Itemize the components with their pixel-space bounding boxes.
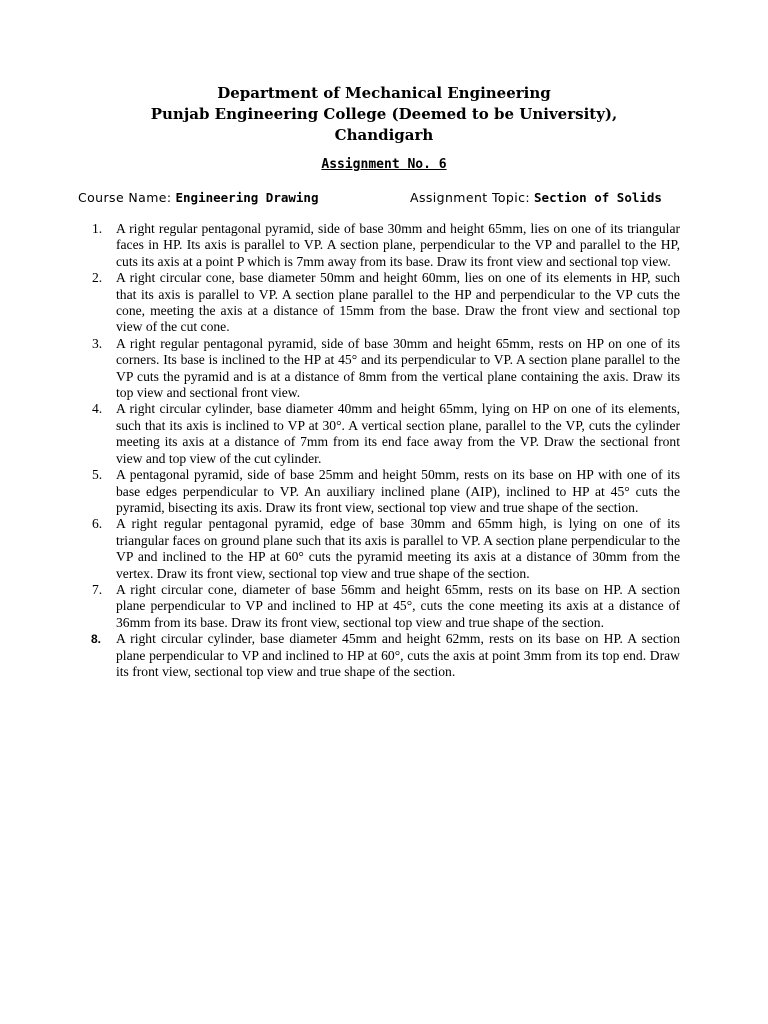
question-number: 8. bbox=[91, 632, 102, 647]
department-title: Department of Mechanical Engineering bbox=[217, 84, 551, 102]
assignment-topic-label: Assignment Topic: bbox=[410, 190, 531, 205]
course-name-row bbox=[78, 190, 319, 205]
question-number: 4. bbox=[92, 401, 103, 417]
assignment-topic-value: Section of Solids bbox=[534, 190, 662, 205]
question-item bbox=[80, 336, 680, 402]
question-number: 1. bbox=[92, 221, 103, 236]
question-text: A right circular cylinder, base diameter 45mm and height 62mm, rests on its base on HP. A section plane perpendicular to VP and inclined to HP at 60°, cuts the axis at point 3mm from its top end. Draw its front view, sectional top view and true shape of the section. bbox=[116, 631, 680, 679]
question-item bbox=[80, 401, 680, 467]
question-item bbox=[80, 516, 680, 582]
course-name-value: Engineering Drawing bbox=[175, 190, 319, 205]
question-text: A pentagonal pyramid, side of base 25mm and height 50mm, rests on its base on HP with one of its base edges perpendicular to VP. An auxiliary inclined plane (AIP), inclined to HP at 45° cuts the pyramid, bisecting its axis. Draw its front view, sectional top view and true shape of the section. bbox=[116, 467, 680, 515]
question-list bbox=[80, 221, 680, 680]
assignment-title: Assignment No. 6 bbox=[321, 157, 447, 172]
question-item bbox=[80, 467, 680, 516]
question-item bbox=[80, 221, 680, 270]
question-item bbox=[80, 582, 680, 631]
assignment-topic-row bbox=[410, 190, 662, 205]
course-name-label: Course Name: bbox=[78, 190, 172, 205]
question-text: A right circular cone, base diameter 50mm and height 60mm, lies on one of its elements in HP, such that its axis is parallel to VP. A section plane parallel to the HP and perpendicular to the VP cuts the cone, meeting the axis at a distance of 15mm from the base. Draw the front view and sectional top view of the cut cone. bbox=[116, 270, 680, 335]
question-number: 2. bbox=[92, 270, 103, 286]
question-item bbox=[80, 270, 680, 336]
question-number: 7. bbox=[92, 581, 103, 597]
question-item bbox=[80, 631, 680, 680]
question-number: 6. bbox=[92, 516, 103, 532]
question-text: A right circular cylinder, base diameter 40mm and height 65mm, lying on HP on one of its elements, such that its axis is inclined to VP at 30°. A vertical section plane, parallel to the VP, cuts the cylinder meeting its axis at a distance of 7mm from its end face away from the VP. Draw the sectional front view and top view of the cut cylinder. bbox=[116, 401, 680, 466]
document-header bbox=[0, 83, 768, 146]
question-text: A right regular pentagonal pyramid, side of base 30mm and height 65mm, lies on one of its triangular faces in HP. Its axis is parallel to VP. A section plane, perpendicular to the VP and parallel to the HP, cuts its axis at a point P which is 7mm away from its base. Draw its front view and sectional top view. bbox=[116, 221, 680, 269]
question-text: A right regular pentagonal pyramid, side of base 30mm and height 65mm, rests on HP on one of its corners. Its base is inclined to the HP at 45° and its perpendicular to VP. A section plane parallel to the VP cuts the pyramid and is at a distance of 8mm from the vertical plane containing the axis. Draw its top view and sectional front view. bbox=[116, 335, 680, 401]
city-name: Chandigarh bbox=[334, 126, 434, 144]
question-number: 5. bbox=[92, 467, 103, 483]
question-text: A right regular pentagonal pyramid, edge of base 30mm and 65mm high, is lying on one of its triangular faces on ground plane such that its axis is parallel to VP. A section plane perpendicular to the VP and inclined to the HP at 60° cuts the pyramid meeting its axis at a distance of 30mm from the vertex. Draw its front view, sectional top view and true shape of the section. bbox=[116, 516, 680, 581]
college-name: Punjab Engineering College (Deemed to be University), bbox=[150, 105, 618, 123]
question-number: 3. bbox=[92, 335, 103, 351]
question-text: A right circular cone, diameter of base 56mm and height 65mm, rests on its base on HP. A section plane perpendicular to VP and inclined to HP at 45°, cuts the cone meeting its axis at a distance of 36mm from its base. Draw its front view, sectional top view and true shape of the section. bbox=[116, 581, 680, 630]
